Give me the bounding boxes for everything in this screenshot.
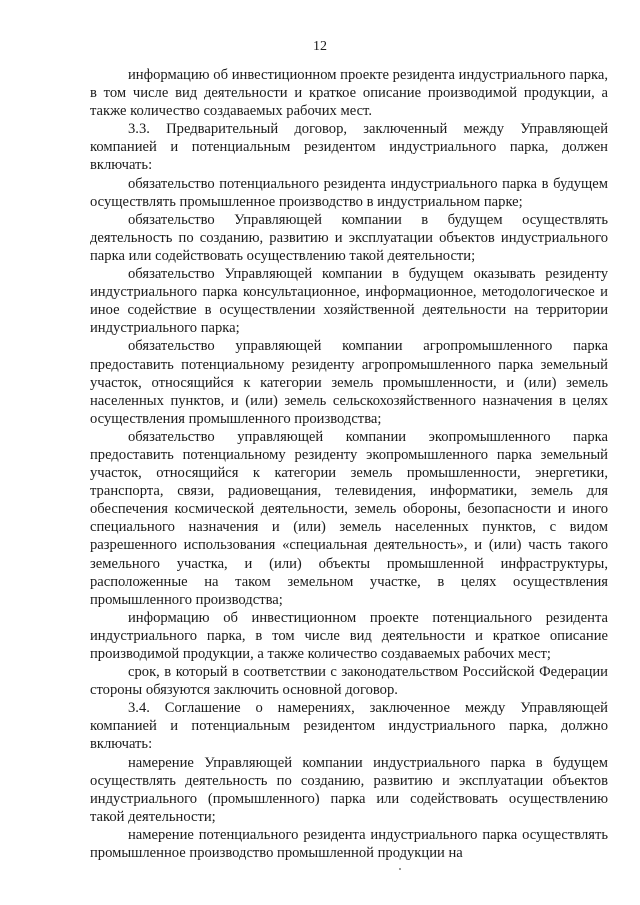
paragraph-company-intention: намерение Управляющей компании индустриального парка в будущем осуществлять деятельность по созданию, развитию и эксплуатации объектов индустриального (промышленного) парка или содействовать осуществлению такой деятельности; <box>90 754 608 825</box>
page-number: 12 <box>313 39 327 54</box>
paragraph-resident-intention: намерение потенциального резидента индустриального парка осуществлять промышленное производство промышленной продукции на <box>90 826 608 862</box>
paragraph-resident-obligation: обязательство потенциального резидента индустриального парка в будущем осуществлять промышленное производство в индустриальном парке; <box>90 175 608 210</box>
paragraph-investment-info: информацию об инвестиционном проекте резидента индустриального парка, в том числе вид деятельности и краткое описание производимой продукции, а также количество создаваемых рабочих мест. <box>90 67 608 120</box>
document-body <box>90 66 608 862</box>
paragraph-agro-park: обязательство управляющей компании агропромышленного парка предоставить потенциальному резиденту агропромышленного парка земельный участок, относящийся к категории земель промышленности, и (или) земель населенных пунктов, и (или) земель сельскохозяйственного назначения в целях осуществления промышленного производства; <box>90 338 608 427</box>
paragraph-company-consulting: обязательство Управляющей компании в будущем оказывать резиденту индустриального парка консультационное, информационное, методологическое и иное содействие в осуществлении хозяйственной деятельности на территории индустриального парка; <box>90 266 608 337</box>
paragraph-3-3: 3.3. Предварительный договор, заключенный между Управляющей компанией и потенциальным резидентом индустриального парка, должен включать: <box>90 121 608 174</box>
paragraph-3-4: 3.4. Соглашение о намерениях, заключенное между Управляющей компанией и потенциальным резидентом индустриального парка, должно включать: <box>90 700 608 753</box>
paragraph-contract-term: срок, в который в соответствии с законодательством Российской Федерации стороны обязуются заключить основной договор. <box>90 664 608 699</box>
scan-speck <box>399 868 401 870</box>
paragraph-company-obligation: обязательство Управляющей компании в будущем осуществлять деятельность по созданию, развитию и эксплуатации объектов индустриального парка или содействовать осуществлению такой деятельности; <box>90 211 608 264</box>
paragraph-eco-park: обязательство управляющей компании экопромышленного парка предоставить потенциальному резиденту экопромышленного парка земельный участок, относящийся к категории земель промышленности, энергетики, транспорта, связи, радиовещания, телевидения, информатики, земель для обеспечения космической деятельности, земель обороны, безопасности и иного специального назначения и (или) земель населенных пунктов, с видом разрешенного использования «специальная деятельность», и (или) часть такого земельного участка, и (или) объекты промышленной инфраструктуры, расположенные на таком земельном участке, в целях осуществления промышленного производства; <box>90 428 608 608</box>
paragraph-project-info: информацию об инвестиционном проекте потенциального резидента индустриального парка, в том числе вид деятельности и краткое описание производимой продукции, а также количество создаваемых рабочих мест; <box>90 609 608 662</box>
